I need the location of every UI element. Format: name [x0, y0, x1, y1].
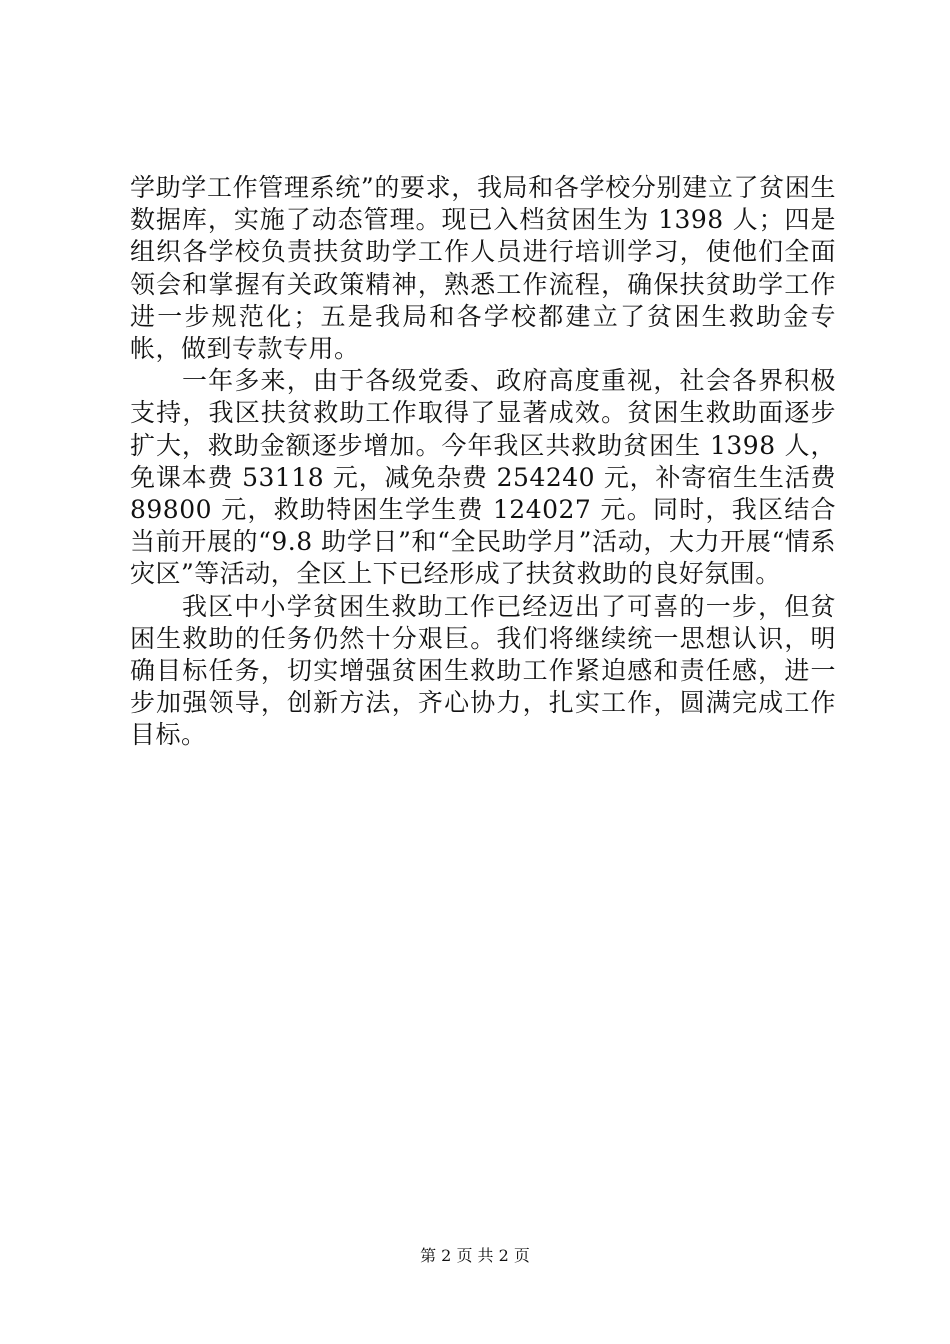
page-footer: 第 2 页 共 2 页 — [420, 1246, 530, 1265]
paragraph-conclusion: 我区中小学贫困生救助工作已经迈出了可喜的一步，但贫困生救助的任务仍然十分艰巨。我们将继续统一思想认识，明确目标任务，切实增强贫困生救助工作紧迫感和责任感，进一步加强领导，创新方法，齐心协力，扎实工作，圆满完成工作目标。 — [130, 591, 836, 750]
paragraph-continuation: 学助学工作管理系统”的要求，我局和各学校分别建立了贫困生数据库，实施了动态管理。现已入档贫困生为 1398 人；四是组织各学校负责扶贫助学工作人员进行培训学习，使他们全面领会和掌握有关政策精神，熟悉工作流程，确保扶贫助学工作进一步规范化；五是我局和各学校都建立了贫困生救助金专帐，做到专款专用。 — [130, 173, 836, 364]
paragraph-results: 一年多来，由于各级党委、政府高度重视，社会各界积极支持，我区扶贫救助工作取得了显著成效。贫困生救助面逐步扩大，救助金额逐步增加。今年我区共救助贫困生 1398 人，免课本费 53118 元，减免杂费 254240 元，补寄宿生生活费 89800 元，救助特困生学生费 124027 元。同时，我区结合当前开展的“9.8 助学日”和“全民助学月”活动，大力开展“情系灾区”等活动，全区上下已经形成了扶贫救助的良好氛围。 — [130, 366, 836, 589]
document-body — [130, 172, 836, 752]
